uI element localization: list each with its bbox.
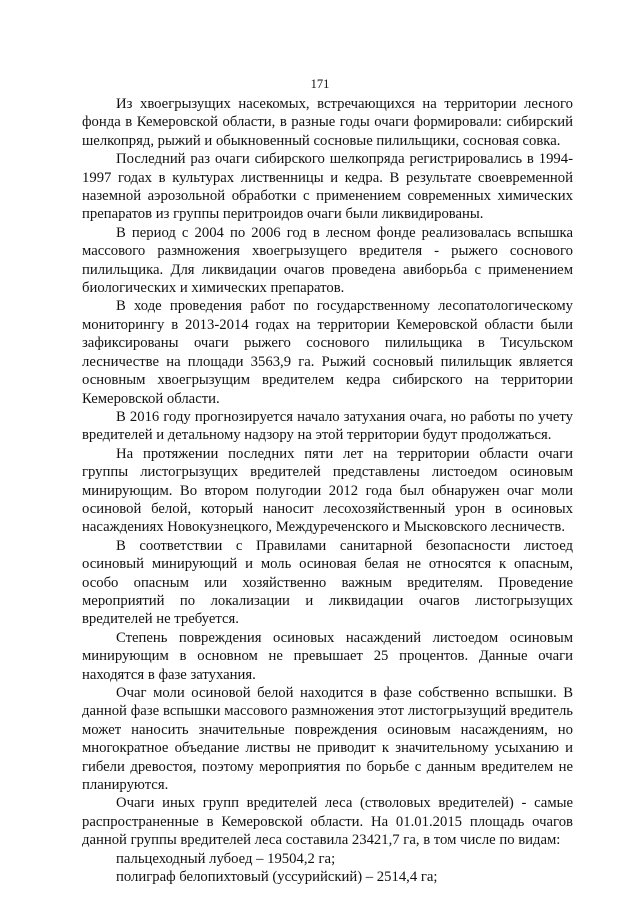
paragraph: В ходе проведения работ по государственному лесопатологическому мониторингу в 2013-2014 годах на территории Кемеровской области были зафиксированы очаги рыжего соснового пилильщика в Тисульском лесничестве на площади 3563,9 га. Рыжий сосновый пилильщик является основным хвоегрызущим вредителем кедра сибирского на территории Кемеровской области. — [82, 298, 573, 407]
list-item: пальцеходный лубоед – 19504,2 га; — [116, 850, 336, 867]
paragraph: Степень повреждения осиновых насаждений листоедом осиновым минирующим в основном не превышает 25 процентов. Данные очаги находятся в фазе затухания. — [82, 629, 573, 683]
paragraph: В соответствии с Правилами санитарной безопасности листоед осиновый минирующий и моль осиновая белая не относятся к опасным, особо опасным или хозяйственно важным вредителям. Проведение мероприятий по локализации и ликвидации очагов листогрызущих вредителей не требуется. — [82, 537, 573, 628]
paragraph: На протяжении последних пяти лет на территории области очаги группы листогрызущих вредителей представлены листоедом осиновым минирующим. Во втором полугодии 2012 года был обнаружен очаг моли осиновой белой, который наносит лесохозяйственный урон в осиновых насаждениях Новокузнецкого, Междуреченского и Мысковского лесничеств. — [82, 445, 573, 536]
page-number: 171 — [310, 77, 330, 91]
list-item: полиграф белопихтовый (уссурийский) – 2514,4 га; — [116, 869, 438, 886]
paragraph: Очаг моли осиновой белой находится в фазе собственно вспышки. В данной фазе вспышки массового размножения этот листогрызущий вредитель может наносить значительные повреждения осиновым насаждениям, но многократное объедание листвы не приводит к значительному усыханию и гибели древостоя, поэтому мероприятия по борьбе с данным вредителем не планируются. — [82, 685, 573, 794]
paragraph: В 2016 году прогнозируется начало затухания очага, но работы по учету вредителей и детальному надзору на этой территории будут продолжаться. — [82, 408, 573, 444]
paragraph: Очаги иных групп вредителей леса (стволовых вредителей) - самые распространенные в Кемеровской области. На 01.01.2015 площадь очагов данной группы вредителей леса составила 23421,7 га, в том числе по видам: — [82, 795, 573, 849]
body-text — [82, 95, 573, 886]
paragraph: В период с 2004 по 2006 год в лесном фонде реализовалась вспышка массового размножения хвоегрызущего вредителя - рыжего соснового пилильщика. Для ликвидации очагов проведена авиборьба с применением биологических и химических препаратов. — [82, 224, 573, 297]
paragraph: Из хвоегрызущих насекомых, встречающихся на территории лесного фонда в Кемеровской области, в разные годы очаги формировали: сибирский шелкопряд, рыжий и обыкновенный сосновые пилильщики, сосновая совка. — [82, 96, 573, 149]
paragraph: Последний раз очаги сибирского шелкопряда регистрировались в 1994-1997 годах в культурах лиственницы и кедра. В результате своевременной наземной аэрозольной обработки с применением современных химических препаратов из группы перитроидов очаги были ликвидированы. — [82, 151, 573, 223]
